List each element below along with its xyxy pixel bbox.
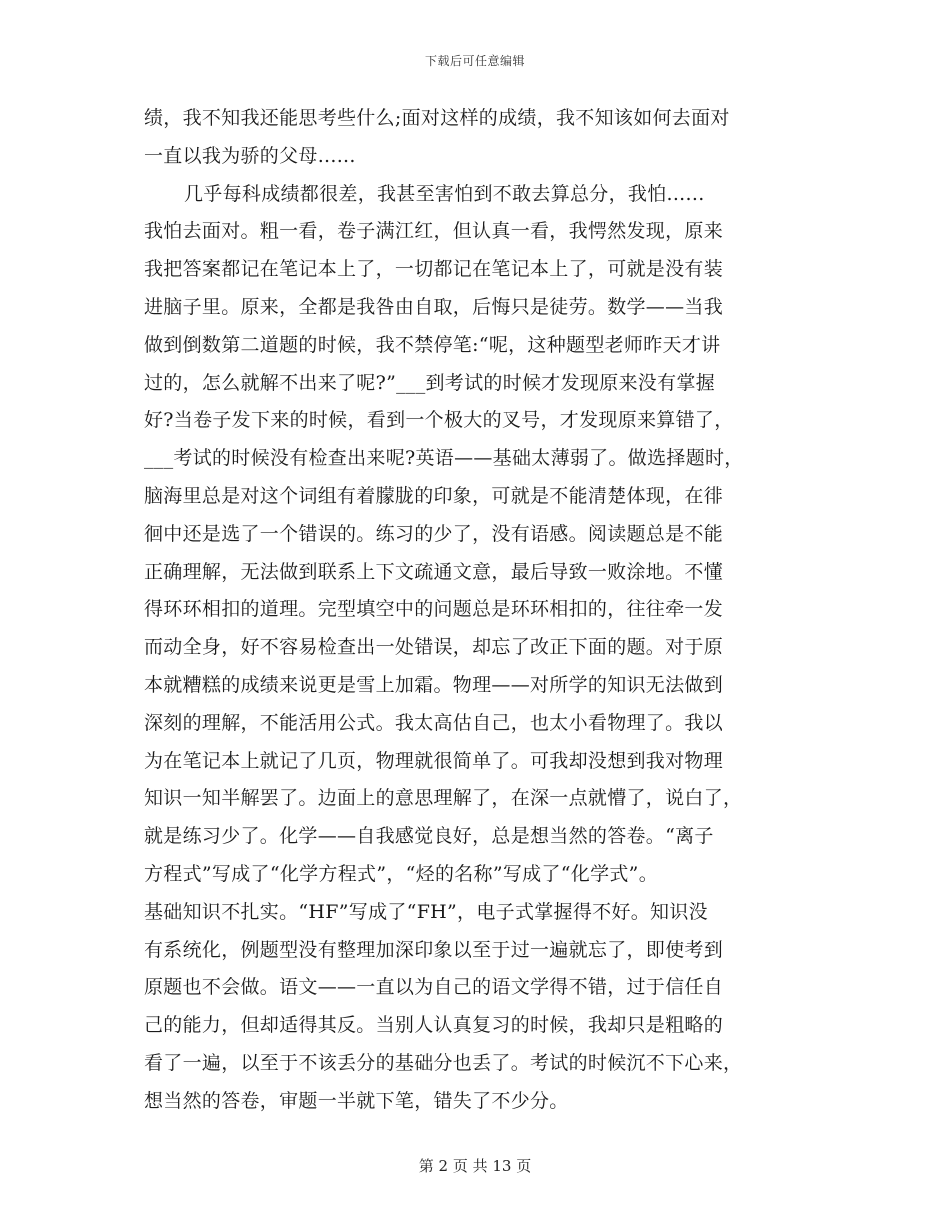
text-line: 看了一遍，以至于不该丢分的基础分也丢了。考试的时候沉不下心来，: [144, 1051, 743, 1074]
text-line: 徊中还是选了一个错误的。练习的少了，没有语感。阅读题总是不能: [144, 522, 724, 545]
text-line: 做到倒数第二道题的时候，我不禁停笔:“呢，这种题型老师昨天才讲: [144, 333, 721, 356]
text-line: 得环环相扣的道理。完型填空中的问题总是环环相扣的，往往牵一发: [144, 598, 724, 621]
text-line: 知识一知半解罢了。边面上的意思理解了，在深一点就懵了，说白了，: [144, 787, 743, 810]
page-footer: 第 2 页 共 13 页: [418, 1157, 532, 1175]
text-line: 我怕去面对。粗一看，卷子满江红，但认真一看，我愕然发现，原来: [144, 220, 724, 243]
text-line: 就是练习少了。化学——自我感觉良好，总是想当然的答卷。“离子: [144, 825, 714, 848]
text-line: 好?当卷子发下来的时候，看到一个极大的叉号，才发现原来算错了，: [144, 409, 734, 432]
text-line: 而动全身，好不容易检查出一处错误，却忘了改正下面的题。对于原: [144, 636, 724, 659]
text-line: 我把答案都记在笔记本上了，一切都记在笔记本上了，可就是没有装: [144, 258, 724, 281]
text-line: 己的能力，但却适得其反。当别人认真复习的时候，我却只是粗略的: [144, 1014, 724, 1037]
text-line: 正确理解，无法做到联系上下文疏通文意，最后导致一败涂地。不懂: [144, 560, 724, 583]
text-line: 绩，我不知我还能思考些什么;面对这样的成绩，我不知该如何去面对: [144, 107, 730, 129]
text-line: ___考试的时候没有检查出来呢?英语——基础太薄弱了。做选择题时，: [144, 447, 744, 470]
text-line: 基础知识不扎实。“HF”写成了“FH”，电子式掌握得不好。知识没: [144, 900, 708, 923]
text-line: 方程式”写成了“化学方程式”，“烃的名称”写成了“化学式”。: [144, 862, 658, 885]
text-line: 有系统化，例题型没有整理加深印象以至于过一遍就忘了，即使考到: [144, 938, 724, 961]
text-line: 脑海里总是对这个词组有着朦胧的印象，可就是不能清楚体现，在徘: [144, 484, 724, 507]
text-line: 想当然的答卷，审题一半就下笔，错失了不少分。: [144, 1089, 569, 1112]
text-line: 过的，怎么就解不出来了呢?”___到考试的时候才发现原来没有掌握: [144, 371, 716, 394]
text-line: 原题也不会做。语文——一直以为自己的语文学得不错，过于信任自: [144, 976, 724, 999]
page-header: 下载后可任意编辑: [424, 54, 525, 68]
text-line: 进脑子里。原来，全都是我咎由自取，后悔只是徒劳。数学——当我: [144, 295, 724, 318]
text-line: 深刻的理解，不能活用公式。我太高估自己，也太小看物理了。我以: [144, 711, 724, 734]
document-body: [144, 100, 806, 1121]
text-line: 一直以我为骄的父母......: [144, 144, 356, 167]
text-line: 本就糟糕的成绩来说更是雪上加霜。物理——对所学的知识无法做到: [144, 673, 724, 696]
text-line: 为在笔记本上就记了几页，物理就很简单了。可我却没想到我对物理: [144, 749, 724, 772]
text-line: 几乎每科成绩都很差，我甚至害怕到不敢去算总分，我怕......: [184, 182, 705, 205]
